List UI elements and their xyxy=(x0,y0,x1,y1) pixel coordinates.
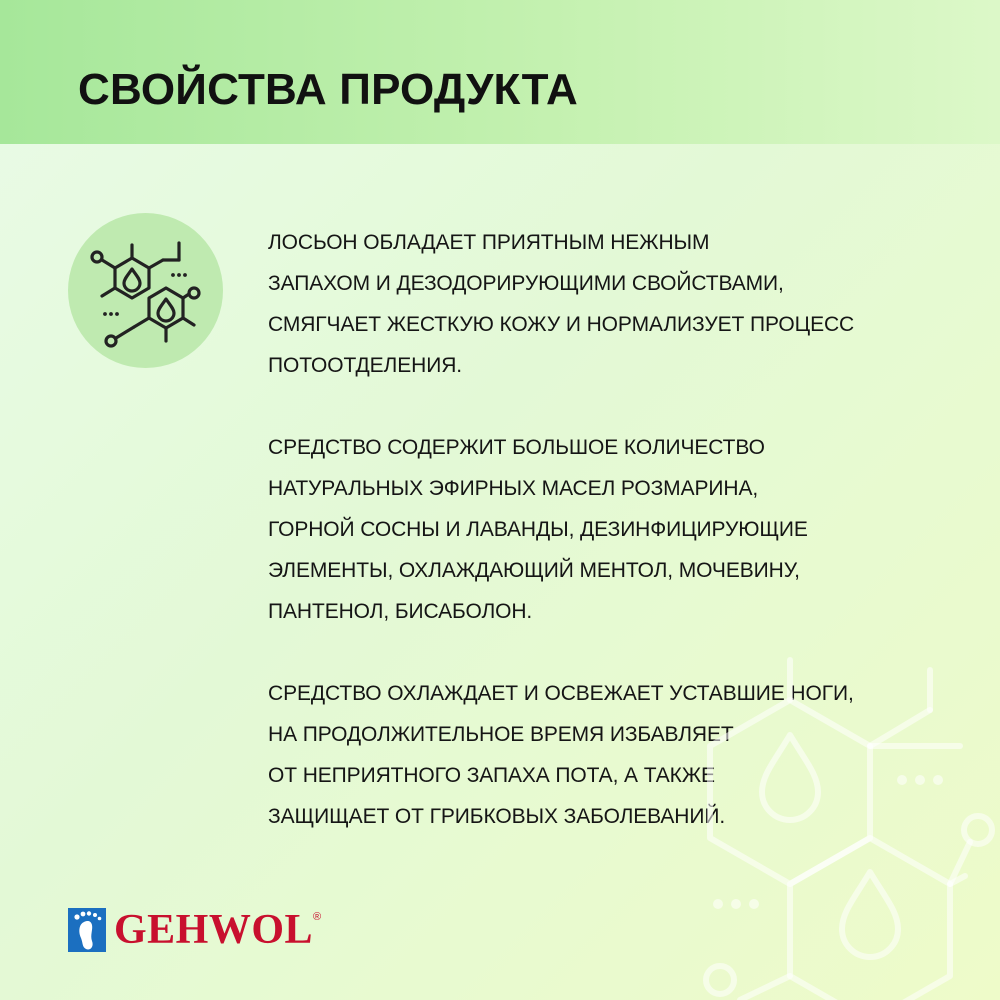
paragraph-scent-properties: ЛОСЬОН ОБЛАДАЕТ ПРИЯТНЫМ НЕЖНЫМ ЗАПАХОМ И ДЕЗОДОРИРУЮЩИМИ СВОЙСТВАМИ, СМЯГЧАЕТ ЖЕСТКУЮ КОЖУ И НОРМАЛИЗУЕТ ПРОЦЕСС ПОТООТДЕЛЕНИЯ. xyxy=(268,231,855,377)
icon-circle xyxy=(68,213,223,368)
background-molecule-icon xyxy=(640,640,1000,1000)
paragraph-refreshing-effect: СРЕДСТВО ОХЛАЖДАЕТ И ОСВЕЖАЕТ УСТАВШИЕ НОГИ, НА ПРОДОЛЖИТЕЛЬНОЕ ВРЕМЯ ИЗБАВЛЯЕТ ОТ НЕПРИЯТНОГО ЗАПАХА ПОТА, А ТАКЖЕ ЗАЩИЩАЕТ ОТ ГРИБКОВЫХ ЗАБОЛЕВАНИЙ. xyxy=(268,682,854,828)
brand-name: GEHWOL xyxy=(114,907,314,953)
brand xyxy=(68,907,321,953)
molecule-drops-icon xyxy=(68,213,223,368)
footprint-logo-icon xyxy=(68,908,106,952)
paragraph-ingredients: СРЕДСТВО СОДЕРЖИТ БОЛЬШОЕ КОЛИЧЕСТВО НАТУРАЛЬНЫХ ЭФИРНЫХ МАСЕЛ РОЗМАРИНА, ГОРНОЙ СОСНЫ И ЛАВАНДЫ, ДЕЗИНФИЦИРУЮЩИЕ ЭЛЕМЕНТЫ, ОХЛАЖДАЮЩИЙ МЕНТОЛ, МОЧЕВИНУ, ПАНТЕНОЛ, БИСАБОЛОН. xyxy=(268,436,808,623)
page-title: СВОЙСТВА ПРОДУКТА xyxy=(78,65,578,114)
registered-mark: ® xyxy=(313,911,322,923)
